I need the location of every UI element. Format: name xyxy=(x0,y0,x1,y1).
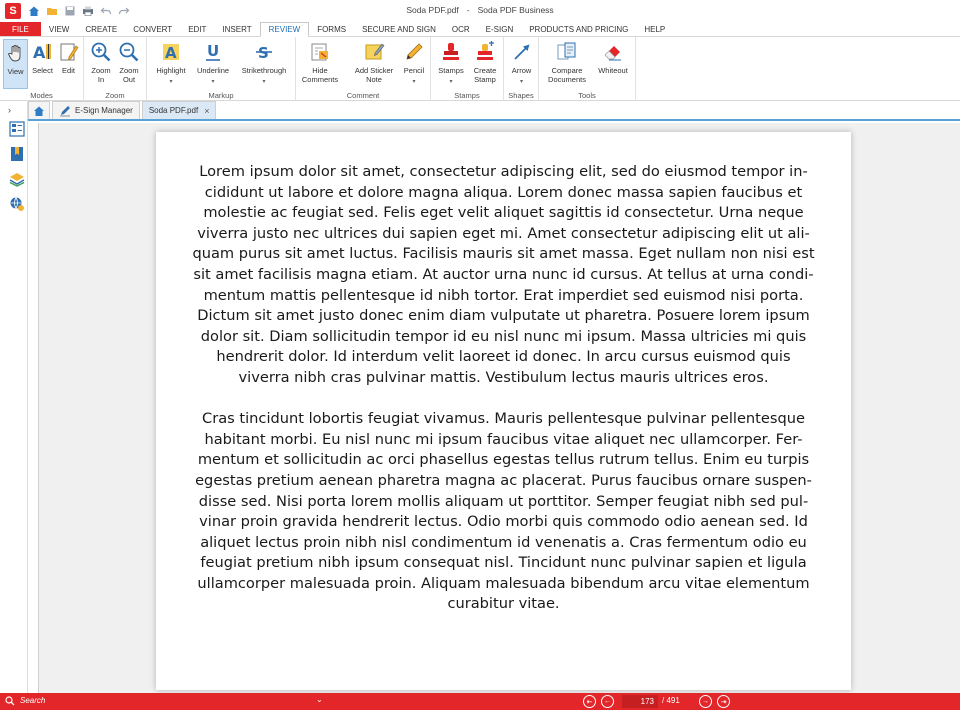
create-stamp-icon xyxy=(474,41,496,63)
expand-panel-chevron-icon[interactable]: › xyxy=(8,105,11,115)
view-button[interactable] xyxy=(3,39,28,89)
tab-review[interactable]: REVIEW xyxy=(260,22,310,37)
status-bar xyxy=(0,693,960,710)
group-label-stamps: Stamps xyxy=(454,91,480,100)
ribbon-tab-bar xyxy=(0,22,960,37)
current-page-input[interactable]: 173 xyxy=(622,695,658,708)
eraser-icon xyxy=(602,41,624,63)
create-stamp-label: Create Stamp xyxy=(473,66,497,84)
redo-icon[interactable] xyxy=(117,4,131,18)
group-label-zoom: Zoom xyxy=(105,91,125,100)
zoom-out-label: Zoom Out xyxy=(119,66,139,84)
arrow-label: Arrow xyxy=(511,66,532,75)
group-markup xyxy=(147,37,296,101)
first-page-icon[interactable]: ⇤ xyxy=(583,695,596,708)
title-separator: - xyxy=(466,5,470,15)
previous-page-icon[interactable]: ← xyxy=(601,695,614,708)
group-label-modes: Modes xyxy=(30,91,53,100)
edit-label: Edit xyxy=(62,66,75,75)
hide-comments-button[interactable] xyxy=(300,39,340,89)
highlight-dropdown-icon[interactable]: ▾ xyxy=(169,78,173,85)
group-label-tools: Tools xyxy=(578,91,596,100)
tab-e-sign[interactable]: E-SIGN xyxy=(485,24,514,34)
pdf-page[interactable] xyxy=(156,132,851,690)
globe-links-icon[interactable] xyxy=(9,196,25,212)
tab-secure-and-sign[interactable]: SECURE AND SIGN xyxy=(362,24,436,34)
zoom-in-button[interactable] xyxy=(88,39,114,89)
select-text-icon xyxy=(32,41,54,63)
add-sticker-note-button[interactable] xyxy=(351,39,397,89)
document-viewport[interactable] xyxy=(38,123,960,693)
save-icon[interactable] xyxy=(63,4,77,18)
group-comment xyxy=(296,37,431,101)
edit-document-icon xyxy=(58,41,80,63)
highlight-label: Highlight xyxy=(156,66,186,75)
tab-file[interactable]: FILE xyxy=(0,22,41,36)
esign-pen-icon xyxy=(59,105,71,117)
hide-comments-label: Hide Comments xyxy=(301,66,339,84)
select-button[interactable] xyxy=(30,39,55,89)
stamps-button[interactable] xyxy=(435,39,467,89)
tab-insert[interactable]: INSERT xyxy=(222,24,252,34)
whiteout-label: Whiteout xyxy=(598,66,628,75)
arrow-button[interactable] xyxy=(507,39,536,89)
tab-forms[interactable]: FORMS xyxy=(317,24,347,34)
tab-esign-manager[interactable] xyxy=(52,101,140,119)
arrow-dropdown-icon[interactable]: ▾ xyxy=(519,78,523,85)
group-stamps xyxy=(431,37,504,101)
stamps-label: Stamps xyxy=(438,66,464,75)
underline-icon xyxy=(202,41,224,63)
svg-text:A: A xyxy=(32,43,45,62)
home-tab[interactable] xyxy=(28,101,50,119)
tab-active-document[interactable] xyxy=(142,101,217,119)
compare-documents-icon xyxy=(556,41,578,63)
pencil-label: Pencil xyxy=(403,66,425,75)
create-stamp-button[interactable] xyxy=(469,39,501,89)
hand-icon xyxy=(5,42,27,64)
pencil-button[interactable] xyxy=(400,39,428,89)
whiteout-button[interactable] xyxy=(594,39,632,89)
ribbon xyxy=(0,37,960,101)
group-modes xyxy=(0,37,84,101)
tab-help[interactable]: HELP xyxy=(644,24,666,34)
underline-label: Underline xyxy=(196,66,230,75)
stamps-dropdown-icon[interactable]: ▾ xyxy=(449,78,453,85)
strikethrough-label: Strikethrough xyxy=(241,66,287,75)
last-page-icon[interactable]: ⇥ xyxy=(717,695,730,708)
zoom-out-button[interactable] xyxy=(116,39,142,89)
home-icon[interactable] xyxy=(27,4,41,18)
strikethrough-button[interactable] xyxy=(236,39,292,89)
highlight-icon xyxy=(160,41,182,63)
thumbnails-icon[interactable] xyxy=(9,121,25,137)
stamp-icon xyxy=(440,41,462,63)
total-pages: / 491 xyxy=(662,696,680,705)
tab-view[interactable]: VIEW xyxy=(48,24,70,34)
pencil-dropdown-icon[interactable]: ▾ xyxy=(412,78,416,85)
next-page-icon[interactable]: → xyxy=(699,695,712,708)
paragraph: Lorem ipsum dolor sit amet, consectetur adipiscing elit, sed do eiusmod tempor in-cididunt ut labore et dolore magna aliqua. Lorem donec massa sapien faucibus et molestie ac feugiat sed. Felis eget velit aliquet sagittis id consectetur. Urna neque viverra justo nec ultrices dui sapien eget mi. Amet consectetur adipiscing elit ut ali-quam purus sit amet luctus. Facilisis mauris sit amet massa. Eget nullam non nisi est sit amet facilisis magna etiam. At auctor urna nunc id cursus. At tellus at urna condi-mentum mattis pellentesque id nibh tortor. Erat imperdiet sed euismod nisi porta. Dictum sit amet justo donec enim diam vulputate ut pharetra. Posuere lorem ipsum dolor sit. Diam sollicitudin tempor id eu nisl nunc mi ipsum. Massa ultricies mi quis hendrerit dolor. Id interdum velit laoreet id donec. In arcu cursus euismod quis viverra nibh cras pulvinar mattis. Vestibulum lectus mauris ultrices eros. xyxy=(192,163,815,386)
sticker-note-icon xyxy=(363,41,385,63)
undo-icon[interactable] xyxy=(99,4,113,18)
page-content xyxy=(192,162,815,636)
search-options-chevron-icon[interactable]: ⌄ xyxy=(316,695,323,704)
pencil-icon xyxy=(403,41,425,63)
group-label-markup: Markup xyxy=(208,91,234,100)
hide-comments-icon xyxy=(309,41,331,63)
zoom-out-icon xyxy=(118,41,140,63)
close-tab-icon[interactable]: × xyxy=(204,105,210,116)
window-title xyxy=(0,5,960,15)
tab-create[interactable]: CREATE xyxy=(85,24,118,34)
open-folder-icon[interactable] xyxy=(45,4,59,18)
side-panel-strip xyxy=(0,101,28,693)
tab-convert[interactable]: CONVERT xyxy=(133,24,173,34)
group-label-comment: Comment xyxy=(346,91,380,100)
tab-products-and-pricing[interactable]: PRODUCTS AND PRICING xyxy=(529,24,629,34)
group-tools xyxy=(539,37,636,101)
edit-button[interactable] xyxy=(56,39,81,89)
compare-documents-button[interactable] xyxy=(543,39,591,89)
zoom-in-icon xyxy=(90,41,112,63)
search-icon[interactable] xyxy=(5,696,15,708)
tab-ocr[interactable]: OCR xyxy=(451,24,470,34)
bookmarks-icon[interactable] xyxy=(9,146,25,162)
print-icon[interactable] xyxy=(81,4,95,18)
select-label: Select xyxy=(32,66,53,75)
group-shapes xyxy=(504,37,539,101)
esign-manager-label: E-Sign Manager xyxy=(75,106,133,115)
paragraph: Cras tincidunt lobortis feugiat vivamus. Mauris pellentesque pulvinar pellentesque habitant morbi. Eu nisl nunc mi ipsum faucibus vitae aliquet nec ullamcorper. Fer-mentum et sollicitudin ac orci phasellus egestas tellus rutrum tellus. Enim eu turpis egestas pretium aenean pharetra magna ac placerat. Purus faucibus ornare suspen-disse sed. Nisi porta lorem mollis aliquam ut porttitor. Semper feugiat nibh sed pul-vinar proin gravida hendrerit lectus. Odio morbi quis commodo odio aenean sed. Id aliquet lectus proin nibh nisl condimentum id venenatis a. Cras fermentum odio eu feugiat pretium nibh ipsum consequat nisl. Tincidunt nunc pulvinar sapien et ligula ullamcorper malesuada proin. Aliquam malesuada bibendum arcu vitae elementum curabitur vitae. xyxy=(195,410,812,613)
document-tab-bar xyxy=(28,101,960,121)
quick-access-toolbar xyxy=(27,4,131,18)
app-name: Soda PDF Business xyxy=(477,5,554,15)
svg-text:S: S xyxy=(258,44,269,62)
home-tab-icon xyxy=(33,105,45,117)
add-sticker-note-label: Add Sticker Note xyxy=(354,66,394,84)
strikethrough-dropdown-icon[interactable]: ▾ xyxy=(262,78,266,85)
svg-text:U: U xyxy=(207,42,220,60)
svg-text:A: A xyxy=(165,44,177,62)
search-field[interactable]: Search xyxy=(20,696,46,705)
group-label-shapes: Shapes xyxy=(508,91,534,100)
layers-icon[interactable] xyxy=(9,171,25,187)
soda-logo-icon[interactable]: S xyxy=(5,3,21,19)
arrow-icon xyxy=(511,41,533,63)
document-name: Soda PDF.pdf xyxy=(406,5,459,15)
tab-edit[interactable]: EDIT xyxy=(188,24,207,34)
compare-documents-label: Compare Documents xyxy=(548,66,586,84)
highlight-button[interactable] xyxy=(151,39,191,89)
title-bar xyxy=(0,0,960,22)
zoom-in-label: Zoom In xyxy=(91,66,111,84)
underline-dropdown-icon[interactable]: ▾ xyxy=(211,78,215,85)
strikethrough-icon xyxy=(253,41,275,63)
underline-button[interactable] xyxy=(193,39,233,89)
group-zoom xyxy=(84,37,147,101)
active-document-label: Soda PDF.pdf xyxy=(148,106,199,115)
view-label: View xyxy=(7,67,24,76)
